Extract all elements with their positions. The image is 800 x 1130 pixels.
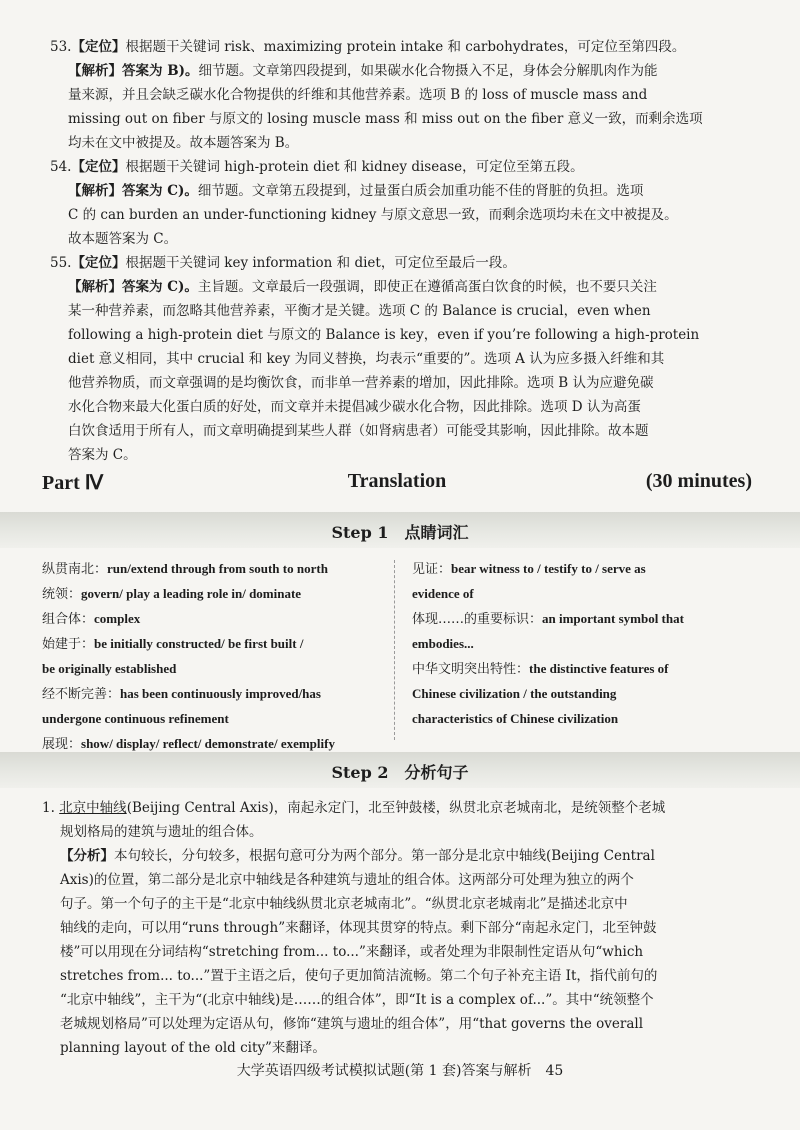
- question-53-explanation: [50, 35, 760, 155]
- analysis-text: “北京中轴线”，主干为“(北京中轴线)是……的组合体”，即“It is a complex of...”。其中“统领整个: [60, 992, 654, 1008]
- sentence-text: (Beijing Central Axis)，南起永定门，北至钟鼓楼，纵贯北京老城南北，是统领整个老城: [126, 800, 666, 816]
- explanation-line: [50, 299, 760, 323]
- analysis-text: 轴线的走向，可以用“runs through”来翻译，体现其贯穿的特点。剩下部分“南起永定门，北至钟鼓: [60, 920, 657, 936]
- explanation-text: 某一种营养素，而忽略其他营养素，平衡才是关键。选项 C 的 Balance is crucial，even when: [68, 303, 651, 319]
- section-tag: 【解析】答案为 B)。: [68, 63, 199, 79]
- question-number: 54.: [50, 159, 72, 175]
- analysis-line: [42, 1036, 754, 1060]
- analysis-text: 楼”可以用现在分词结构“stretching from... to...”来翻译，或者处理为非限制性定语从句“which: [60, 944, 644, 960]
- section-tag: 【定位】: [71, 39, 126, 55]
- sentence-line-2: 规划格局的建筑与遗址的组合体。: [60, 824, 263, 840]
- vocab-list-right: [412, 557, 752, 732]
- analysis-text: 句子。第一个句子的主干是“北京中轴线纵贯北京老城南北”。“纵贯北京老城南北”是描述北京中: [60, 896, 628, 912]
- explanation-text: 主旨题。文章最后一段强调，即使正在遵循高蛋白饮食的时候，也不要只关注: [197, 279, 657, 295]
- vocab-list-left: [42, 557, 387, 757]
- analysis-line: [42, 916, 754, 940]
- explanation-text: 细节题。文章第五段提到，过量蛋白质会加重功能不佳的肾脏的负担。选项: [197, 183, 644, 199]
- section-tag: 【解析】答案为 C)。: [68, 183, 198, 199]
- analysis-text: Axis)的位置，第二部分是北京中轴线是各种建筑与遗址的组合体。这两部分可处理为独立的两个: [60, 872, 634, 888]
- vocab-translation: complex: [94, 611, 141, 626]
- vocab-entry: [412, 682, 752, 707]
- explanation-text: 细节题。文章第四段提到，如果碳水化合物摄入不足，身体会分解肌肉作为能: [198, 63, 658, 79]
- explanation-line: [50, 347, 760, 371]
- explanation-text: C 的 can burden an under-functioning kidney 与原文意思一致，而剩余选项均未在文中被提及。: [68, 207, 678, 223]
- explanation-line: [50, 323, 760, 347]
- explanation-line: [50, 419, 760, 443]
- vocab-translation: characteristics of Chinese civilization: [412, 711, 619, 726]
- vocab-translation: bear witness to / testify to / serve as: [451, 561, 646, 576]
- analysis-line: [42, 1012, 754, 1036]
- part-title: Translation: [347, 470, 447, 492]
- analysis-text: planning layout of the old city”来翻译。: [60, 1040, 326, 1056]
- vocab-entry: [42, 707, 387, 732]
- explanation-text: 他营养物质，而文章强调的是均衡饮食，而非单一营养素的增加，因此排除。选项 B 认为应避免碳: [68, 375, 654, 391]
- vocab-translation: has been continuously improved/has: [120, 686, 321, 701]
- explanation-text: following a high-protein diet 与原文的 Balance is key，even if you’re following a high-protein: [68, 327, 700, 343]
- analysis-text: 本句较长，分句较多，根据句意可分为两个部分。第一部分是北京中轴线(Beijing Central: [114, 848, 655, 864]
- analysis-line: [42, 964, 754, 988]
- sentence-subject: 北京中轴线: [59, 800, 127, 816]
- vocab-entry: [412, 632, 752, 657]
- vocab-translation: be initially constructed/ be first built /: [94, 636, 304, 651]
- vocab-divider: [394, 560, 395, 740]
- vocab-term: 中华文明突出特性：: [412, 662, 530, 677]
- vocab-entry: [42, 657, 387, 682]
- vocab-entry: [412, 657, 752, 682]
- vocab-term: 经不断完善：: [42, 687, 121, 702]
- part-label: Part Ⅳ: [42, 472, 104, 494]
- explanation-line: [50, 275, 760, 299]
- vocab-entry: [42, 557, 387, 582]
- vocab-translation: show/ display/ reflect/ demonstrate/ exemplify: [81, 736, 335, 751]
- vocab-term: 始建于：: [42, 637, 95, 652]
- explanation-line: [50, 395, 760, 419]
- sentence-analysis-1: [42, 796, 754, 1060]
- explanation-line: [50, 83, 760, 107]
- part-header: [42, 470, 752, 500]
- section-tag: 【定位】: [71, 159, 126, 175]
- vocab-entry: [412, 557, 752, 582]
- explanation-line: [50, 227, 760, 251]
- vocab-translation: undergone continuous refinement: [42, 711, 229, 726]
- vocab-entry: [42, 632, 387, 657]
- vocab-term: 纵贯南北：: [42, 562, 108, 577]
- section-tag: 【定位】: [71, 255, 126, 271]
- explanation-text: 量来源，并且会缺乏碳水化合物提供的纤维和其他营养素。选项 B 的 loss of muscle mass and: [68, 87, 648, 103]
- vocab-translation: be originally established: [42, 661, 177, 676]
- question-number: 55.: [50, 255, 72, 271]
- analysis-line: [42, 844, 754, 868]
- explanation-line: [50, 155, 760, 179]
- explanation-line: [50, 443, 760, 467]
- step2-title: Step 2 分析句子: [331, 763, 469, 782]
- explanation-line: [50, 251, 760, 275]
- vocab-term: 统领：: [42, 587, 82, 602]
- sentence-number: 1.: [42, 800, 55, 816]
- vocab-translation: run/extend through from south to north: [107, 561, 328, 576]
- vocab-entry: [42, 607, 387, 632]
- analysis-block: [42, 844, 754, 1060]
- part-time: (30 minutes): [645, 470, 752, 492]
- explanation-text: 故本题答案为 C。: [68, 231, 178, 247]
- explanation-text: 答案为 C。: [68, 447, 137, 463]
- analysis-line: [42, 988, 754, 1012]
- question-54-explanation: [50, 155, 760, 251]
- explanation-text: diet 意义相同，其中 crucial 和 key 为同义替换，均表示“重要的”。选项 A 认为应多摄入纤维和其: [68, 351, 665, 367]
- explanation-line: [50, 131, 760, 155]
- question-number: 53.: [50, 39, 72, 55]
- explanation-line: [50, 179, 760, 203]
- vocab-translation: embodies...: [412, 636, 474, 651]
- explanation-text: missing out on fiber 与原文的 losing muscle mass 和 miss out on the fiber 意义一致，而剩余选项: [68, 111, 703, 127]
- vocab-term: 体现……的重要标识：: [412, 612, 543, 627]
- explanation-line: [50, 371, 760, 395]
- explanation-text: 根据题干关键词 key information 和 diet，可定位至最后一段。: [125, 255, 516, 271]
- explanation-text: 根据题干关键词 risk、maximizing protein intake 和 carbohydrates，可定位至第四段。: [125, 39, 686, 55]
- explanation-text: 均未在文中被提及。故本题答案为 B。: [68, 135, 299, 151]
- vocab-translation: the distinctive features of: [529, 661, 669, 676]
- vocab-translation: an important symbol that: [542, 611, 684, 626]
- page-footer: 大学英语四级考试模拟试题(第 1 套)答案与解析 45: [236, 1063, 564, 1079]
- question-55-explanation: [50, 251, 760, 467]
- vocab-term: 组合体：: [42, 612, 95, 627]
- vocab-term: 展现：: [42, 737, 82, 752]
- explanation-line: [50, 107, 760, 131]
- vocab-translation: govern/ play a leading role in/ dominate: [81, 586, 302, 601]
- vocab-entry: [412, 582, 752, 607]
- analysis-line: [42, 868, 754, 892]
- explanation-line: [50, 35, 760, 59]
- explanation-line: [50, 203, 760, 227]
- vocab-translation: evidence of: [412, 586, 474, 601]
- analysis-text: 老城规划格局”可以处理为定语从句，修饰“建筑与遗址的组合体”，用“that governs the overall: [60, 1016, 644, 1032]
- section-tag: 【解析】答案为 C)。: [68, 279, 198, 295]
- analysis-text: stretches from... to...”置于主语之后，使句子更加简洁流畅。第二个句子补充主语 It，指代前句的: [60, 968, 658, 984]
- analysis-line: [42, 940, 754, 964]
- explanation-text: 白饮食适用于所有人，而文章明确提到某些人群（如肾病患者）可能受其影响，因此排除。故本题: [68, 423, 649, 439]
- explanation-text: 水化合物来最大化蛋白质的好处，而文章并未提倡减少碳水化合物，因此排除。选项 D 认为高蛋: [68, 399, 641, 415]
- analysis-line: [42, 892, 754, 916]
- vocab-entry: [412, 607, 752, 632]
- step1-title: Step 1 点睛词汇: [331, 523, 469, 542]
- explanation-text: 根据题干关键词 high-protein diet 和 kidney disease，可定位至第五段。: [125, 159, 584, 175]
- vocab-entry: [42, 582, 387, 607]
- vocab-translation: Chinese civilization / the outstanding: [412, 686, 617, 701]
- sentence-line: [42, 796, 754, 820]
- explanation-line: [50, 59, 760, 83]
- vocab-entry: [412, 707, 752, 732]
- vocab-term: 见证：: [412, 562, 452, 577]
- vocab-entry: [42, 682, 387, 707]
- analysis-tag: 【分析】: [60, 848, 114, 864]
